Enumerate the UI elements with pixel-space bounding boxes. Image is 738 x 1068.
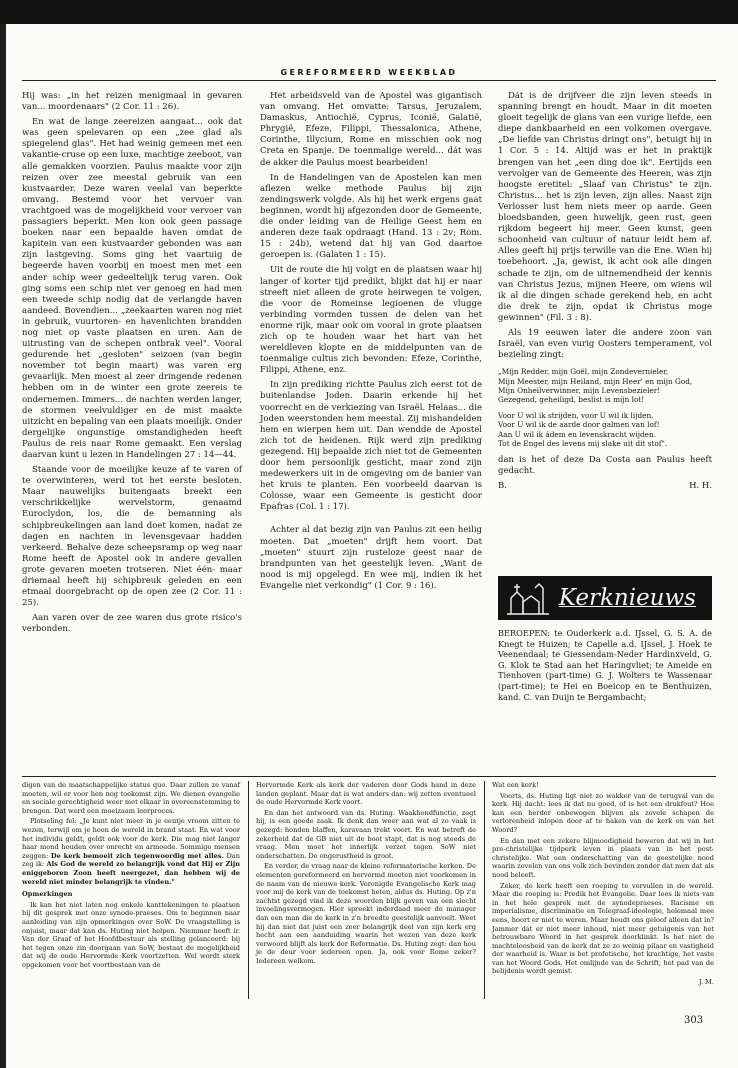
article-column-3 <box>498 91 712 492</box>
paragraph: Als 19 eeuwen later die andere zoon van Israël, van even vurig Oosters temperament, vol bezieling zingt: <box>498 327 712 361</box>
column-rule <box>248 781 249 999</box>
column-rule <box>484 781 485 999</box>
poem-stanza-1 <box>498 367 712 405</box>
bold-run: Als God de wereld zo belangrijk vond dat Hij er Zijn eniggeboren Zoon heeft neergezet, dan hebben wij de wereld niet minder belangrijk te vinden." <box>22 860 240 886</box>
page-number: 303 <box>684 1015 704 1026</box>
text-run: Plotseling fel: „Je kunt niet meer in je eentje vroom zitten te wezen, terwijl om je heen de wereld in brand staat. En wat voor het individu geldt, geldt ook voor de kerk. Die mag niet langer haar mond houden over onrecht en armoede. Sommige mensen zeggen: <box>22 817 240 860</box>
paragraph <box>22 817 240 886</box>
paragraph: En wat de lange zeereizen aangaat... ook dat was geen spelevaren op een „zee glad als spiegelend glas". Het had weinig gemeen met een vakantie-cruse op een luxe, machtige zeeboot, van alle gemakken voorzien. Paulus maakte voor zijn reizen over zee meestal gebruik van een kustvaarder. Deze waren veelal van beperkte omvang. Bestemd voor het vervoer van vrachtgoed was de mogelijkheid voor vervoer van passagiers beperkt. Men kon ook geen passage boeken naar een bepaalde haven omdat de kapitein van een kustvaarder gebonden was aan zijn lastgeving. Soms ging het vaartuig de begeerde haven voorbij en moest men met een ander schip weer gedeeltelijk terug varen. Ook ging soms een schip niet ver genoeg en had men een tweede schip nodig dat de verlangde haven aandeed. Bovendien... „zeekaarten waren nog niet in gebruik, vuurtoren- en havenlichten brandden nog niet op vaste plaatsen en uren. Aan de uitrusting van de schepen ontbrak veel". Vooral gedurende het „gesloten" seizoen (van begin november tot begin maart) was varen erg gevaarlijk. Men moest al zeer dringende redenen hebben om in de winter een grote zeereis te ondernemen. Immers... de nachten werden langer, de stormen veelvuldiger en de mist maakte uitzicht en bepaling van een plaats moeilijk. Onder dergelijke ongunstige omstandigheden heeft Paulus de reis naar Rome gemaakt. Een verslag daarvan kunt u lezen in Handelingen 27 : 14—44. <box>22 117 242 460</box>
paragraph: Ik kan het niet laten nog enkele kanttekeningen te plaatsen bij dit gesprek met onze synode-praeses. Om te beginnen naar aanleiding van zijn opmerkingen over SoW. De vraagstelling is onjuist, maar dat kan ds. Huting niet helpen. Niemmer heeft ir. Van der Graaf of het Hoofdbestuur als stelling gelanceerd: bij het tegen onze zin doorgaan van SoW, bestaat de mogelijkheid dat wij de oude Hervormde Kerk voortzetten. Wel wordt sterk opgekomen voor het voortbestaan van de <box>22 900 240 969</box>
paragraph: Hervormde Kerk als kerk der vaderen door Gods hand in deze landen geplant. Maar dat is wat anders dan: wij zetten eventueel de oude Hervormde Kerk voort. <box>256 781 476 807</box>
signature-left: B. <box>498 480 507 491</box>
signature: J. M. <box>698 978 714 987</box>
text-run: Dan zeg ik: <box>22 851 240 869</box>
masthead-title: GEREFORMEERD WEEKBLAD <box>280 68 458 77</box>
scan-top-border <box>0 0 738 24</box>
poem-line: Mijn Meester, mijn Heiland, mijn Heer' en mijn God, <box>498 376 693 386</box>
kerknieuws-body <box>498 628 712 706</box>
paragraph: En dan met een zekere blijmoedigheid beweren dat wij in het pre-christelijke tijdperk leven in plaats van in het post-christelijke. Wat een onderschatting van de geestelijke nood waarin zovelen van ons volk zich bevinden zonder dat men dat als nood beleeft. <box>492 836 714 879</box>
kerknieuws-label: BEROEPEN: <box>498 628 550 638</box>
paragraph: En dan het antwoord van ds. Huting. Waakhondfunctie, zegt hij, is een goede zaak. Ik denk dan weer aan wat al zo vaak is gezegd: honden blaffen, karavaan trekt voort. En wat betreft de zekerheid dat de GB niet uit de boot stapt, dat is nog steeds de vraag. Men moet het innerlijk verzet tegen SoW niet onderschatten. De ongerustheid is groot. <box>256 808 476 860</box>
kerknieuws-title: Kerknieuws <box>558 585 696 611</box>
poem-line: Tot de Engel des levens mij slake uit dit stof". <box>498 439 668 449</box>
poem-line: „Mijn Redder, mijn Goël, mijn Zondevernieler, <box>498 367 669 377</box>
masthead-rule <box>22 80 716 81</box>
poem-line: Voor U wil ik de aarde door galmen van lof! <box>498 420 660 430</box>
paragraph: dan is het of deze Da Costa aan Paulus heeft gedacht. <box>498 454 712 476</box>
paragraph: Hij was: „in het reizen menigmaal in gevaren van... moordenaars" (2 Cor. 11 : 26). <box>22 91 242 113</box>
signature <box>498 481 712 492</box>
paragraph: In de Handelingen van de Apostelen kan men aflezen welke methode Paulus bij zijn zendingswerk volgde. Als hij het werk ergens gaat beginnen, wordt hij afgezonden door de Gemeente, die onder leiding van de Heilige Geest hem en anderen deze taak opdraagt (Hand. 13 : 2v; Rom. 15 : 24b), wetend dat hij van God daartoe geroepen is. (Galaten 1 : 15). <box>260 172 482 261</box>
bottom-column-3 <box>492 781 714 989</box>
paragraph: Achter al dat bezig zijn van Paulus zit een heilig moeten. Dat „moeten" drijft hem voort. Dat „moeten" stuurt zijn rusteloze geest naar de brandpunten van het geestelijk leven. „Want de nood is mij opgelegd. En wee mij, indien ik het Evangelie niet verkondig" (1 Cor. 9 : 16). <box>260 525 482 591</box>
subheading: Opmerkingen <box>22 890 73 899</box>
paragraph: digen van de maatschappelijke status quo. Daar zullen ze vanaf moeten, wil er voor hen nog toekomst zijn. We dienen evangelie en sociale gerechtigheid weer met elkaar in overeenstemming te brengen. Dat werd een moeizaam leerproces. <box>22 781 240 815</box>
paragraph: Staande voor de moeilijke keuze af te varen of te overwinteren, werd tot het eerste besloten. Maar nauwelijks buitengaats breekt een verschrikkelijke wervelstorm, genaamd Euroclydon, los, die de bemanning als schipbreukelingen aan land doet komen, nadat ze dagen en nachten in levensgevaar hadden verkeerd. Behalve deze scheepsramp op weg naar Rome heeft de Apostel ook in andere gevallen grote gevaren moeten trotseren. Niet één- maar driemaal heeft hij schipbreuk geleden en een etmaal doorgebracht op de open zee (2 Cor. 11 : 25). <box>22 465 242 609</box>
paragraph: Voorts, ds. Huting ligt niet zo wakker van de terugval van de kerk. Hij dacht: lees ik dat nu goed, of is het een drukfout? Hoe kan een herder onbewogen blijven als zovele schapen de verlorenheid inlopen door af te haken van de kerk en van het Woord? <box>492 791 714 834</box>
paragraph: En verder, de vraag naar de kleine reformatorische kerken. De elementen gereformeerd en hervormd moeten niet voorkomen in de naam van de nieuwe kerk. Verenigde Evangelische Kerk mag voor mij de kerk van de toekomst heten, aldus ds. Huting. Op z'n zachtst gezegd vind ik deze woorden blijk geven van een slecht invoelingsvermogen. Hier spreekt inderdaad meer de manager dan een man die de kerk in z'n breedte geestelijk aanvoelt. Weet hij dan niet dat juist een zeer belangrijk deel van zijn kerk erg hecht aan een aanduiding waarin het wezen van deze kerk verwoord blijft als kerk der Reformatie. Ds. Huting zegt: dan hou je de deur voor iedereen open. Ja, ook voor Rome zeker? Iedereen welkom. <box>256 862 476 965</box>
poem-line: Mijn Onheilverwinner, mijn Levensbezieler! <box>498 386 661 396</box>
paragraph: In zijn prediking richtte Paulus zich eerst tot de buitenlandse Joden. Daarin erkende hij het voorrecht en de verkiezing van Israël. Helaas... die Joden weerstonden hem meestal. Zij mishandelden hem en wierpen hem uit. Dan wendde de Apostel zich tot de heidenen. Rijk werd zijn prediking gezegend. Hij bepaalde zich niet tot de Gemeenten door hem persoonlijk gesticht, maar zond zijn medewerkers uit in de omgeving om de banier van het kruis te planten. Een voorbeeld daarvan is Colosse, waar een Gemeente is gesticht door Epafras (Col. 1 : 17). <box>260 380 482 513</box>
poem-line: Aan U wil ik ádem en levenskracht wijden. <box>498 429 657 439</box>
section-divider <box>22 776 716 777</box>
poem-line: Gezegend, geheiligd, beslist is mijn lot! <box>498 395 645 405</box>
article-column-2 <box>260 91 482 596</box>
paragraph: Zeker, de kerk heeft een roeping te vervullen in de wereld. Maar die roeping is: Predik het Evangelie. Daar lees ik niets van in het hele gesprek met de synodepraeses. Racisme en imperialisme, discriminatie en Telegraaf-ideologie, helemaal mee eens, hoort er niet te weren. Maar houdt ons geloof alleen dat in? Jammer dat er niet meer inhoud, niet meer getuigenis van het betrouwbare Woord in het gesprek doorklinkt. Is het niet de machteloosheid van de kerk dat ze zo weinig pilaar en vastigheid der waarheid is. Waar is het profetische, het krachtige, het vaste van het Woord Gods. Het omlijnde van de Schrift, het pad van de belijdenis wordt gemist. <box>492 881 714 976</box>
church-building-icon <box>505 580 551 616</box>
article-column-1 <box>22 91 242 640</box>
paragraph: Uit de route die hij volgt en de plaatsen waar hij langer of korter tijd predikt, blijkt dat hij er naar streeft niet alleen de grote heirwegen te volgen, die voor de Romeinse legioenen de vlugge verbinding vormden tussen de delen van het enorme rijk, maar ook om vooral in grote plaatsen zich op te houden waar het hart van het wereldleven klopte en de middelpunten van de toenmalige cultus zich bevonden: Efeze, Corinthe, Filippi, Athene, enz. <box>260 265 482 376</box>
paragraph: Dát is de drijfveer die zijn leven steeds in spanning brengt en houdt. Maar in dit moeten gloeit tegelijk de glans van een vurige liefde, een diepe dankbaarheid en een volkomen overgave. „De liefde van Christus dringt ons", betuigt hij in 1 Cor. 5 : 14. Altijd was er het in praktijk brengen van het „een ding doe ik". Eertijds een vervolger van de Gemeente des Heeren, was zijn hoogste eretitel: „Slaaf van Christus" te zijn. Christus... het is zijn leven, zijn alles. Naast zijn Verlosser lust hem niets meer op aarde. Geen bloedsbanden, geen huwelijk, geen rust, geen rijkdom begeert hij meer. Geen kunst, geen schoonheid van cultuur of natuur leidt hem af. Alles geeft hij prijs terwille van die Ene. Wien hij toebehoort. „Ja, gewist, ik acht ook alle dingen schade te zijn, om de uitnemendheid der kennis van Christus Jezus, mijnen Heere, om wiens wil ik al die dingen schade gerekend heb, en acht die drek te zijn, opdat ik Christus moge gewinnen" (Fil. 3 : 8). <box>498 91 712 323</box>
scan-edge <box>0 0 6 1068</box>
signature-right: H. H. <box>689 480 712 491</box>
paragraph: Aan varen over de zee waren dus grote risico's verbonden. <box>22 613 242 635</box>
paragraph: Wat een kerk! <box>492 781 539 789</box>
poem-stanza-2 <box>498 411 712 449</box>
bottom-column-1 <box>22 781 240 971</box>
bottom-column-2 <box>256 781 476 967</box>
poem-line: Voor U wil ik strijden, voor U wil ik lijden, <box>498 410 654 420</box>
paragraph: Het arbeidsveld van de Apostel was gigantisch van omvang. Het omvatte: Tarsus, Jeruzalem, Damaskus, Antiochië, Cyprus, Iconië, Galatië, Phrygië, Efeze, Filippi, Thessalonica, Athene, Corinthe, Illycium, Rome en misschien ook nog Creta en Spanje. De toenmalige wereld... dát was de akker die Paulus moest bearbeiden! <box>260 91 482 168</box>
kerknieuws-text: te Ouderkerk a.d. IJssel, G. S. A. de Knegt te Huizen; te Capelle a.d. IJssel, J. Hoek te Veenendaal; te Giessendam-Neder Hardinxveld, G. G. Klok te Stad aan het Haringvliet; te Ameide en Tienhoven (part-time) G. J. Wolters te Wassenaar (part-time); te Hei en Boeicop en te Benthuizen, kand. C. van Duijn te Bergambacht; <box>498 628 712 702</box>
bold-run: De kerk bemoeit zich tegenwoordig met alles. <box>50 851 224 860</box>
